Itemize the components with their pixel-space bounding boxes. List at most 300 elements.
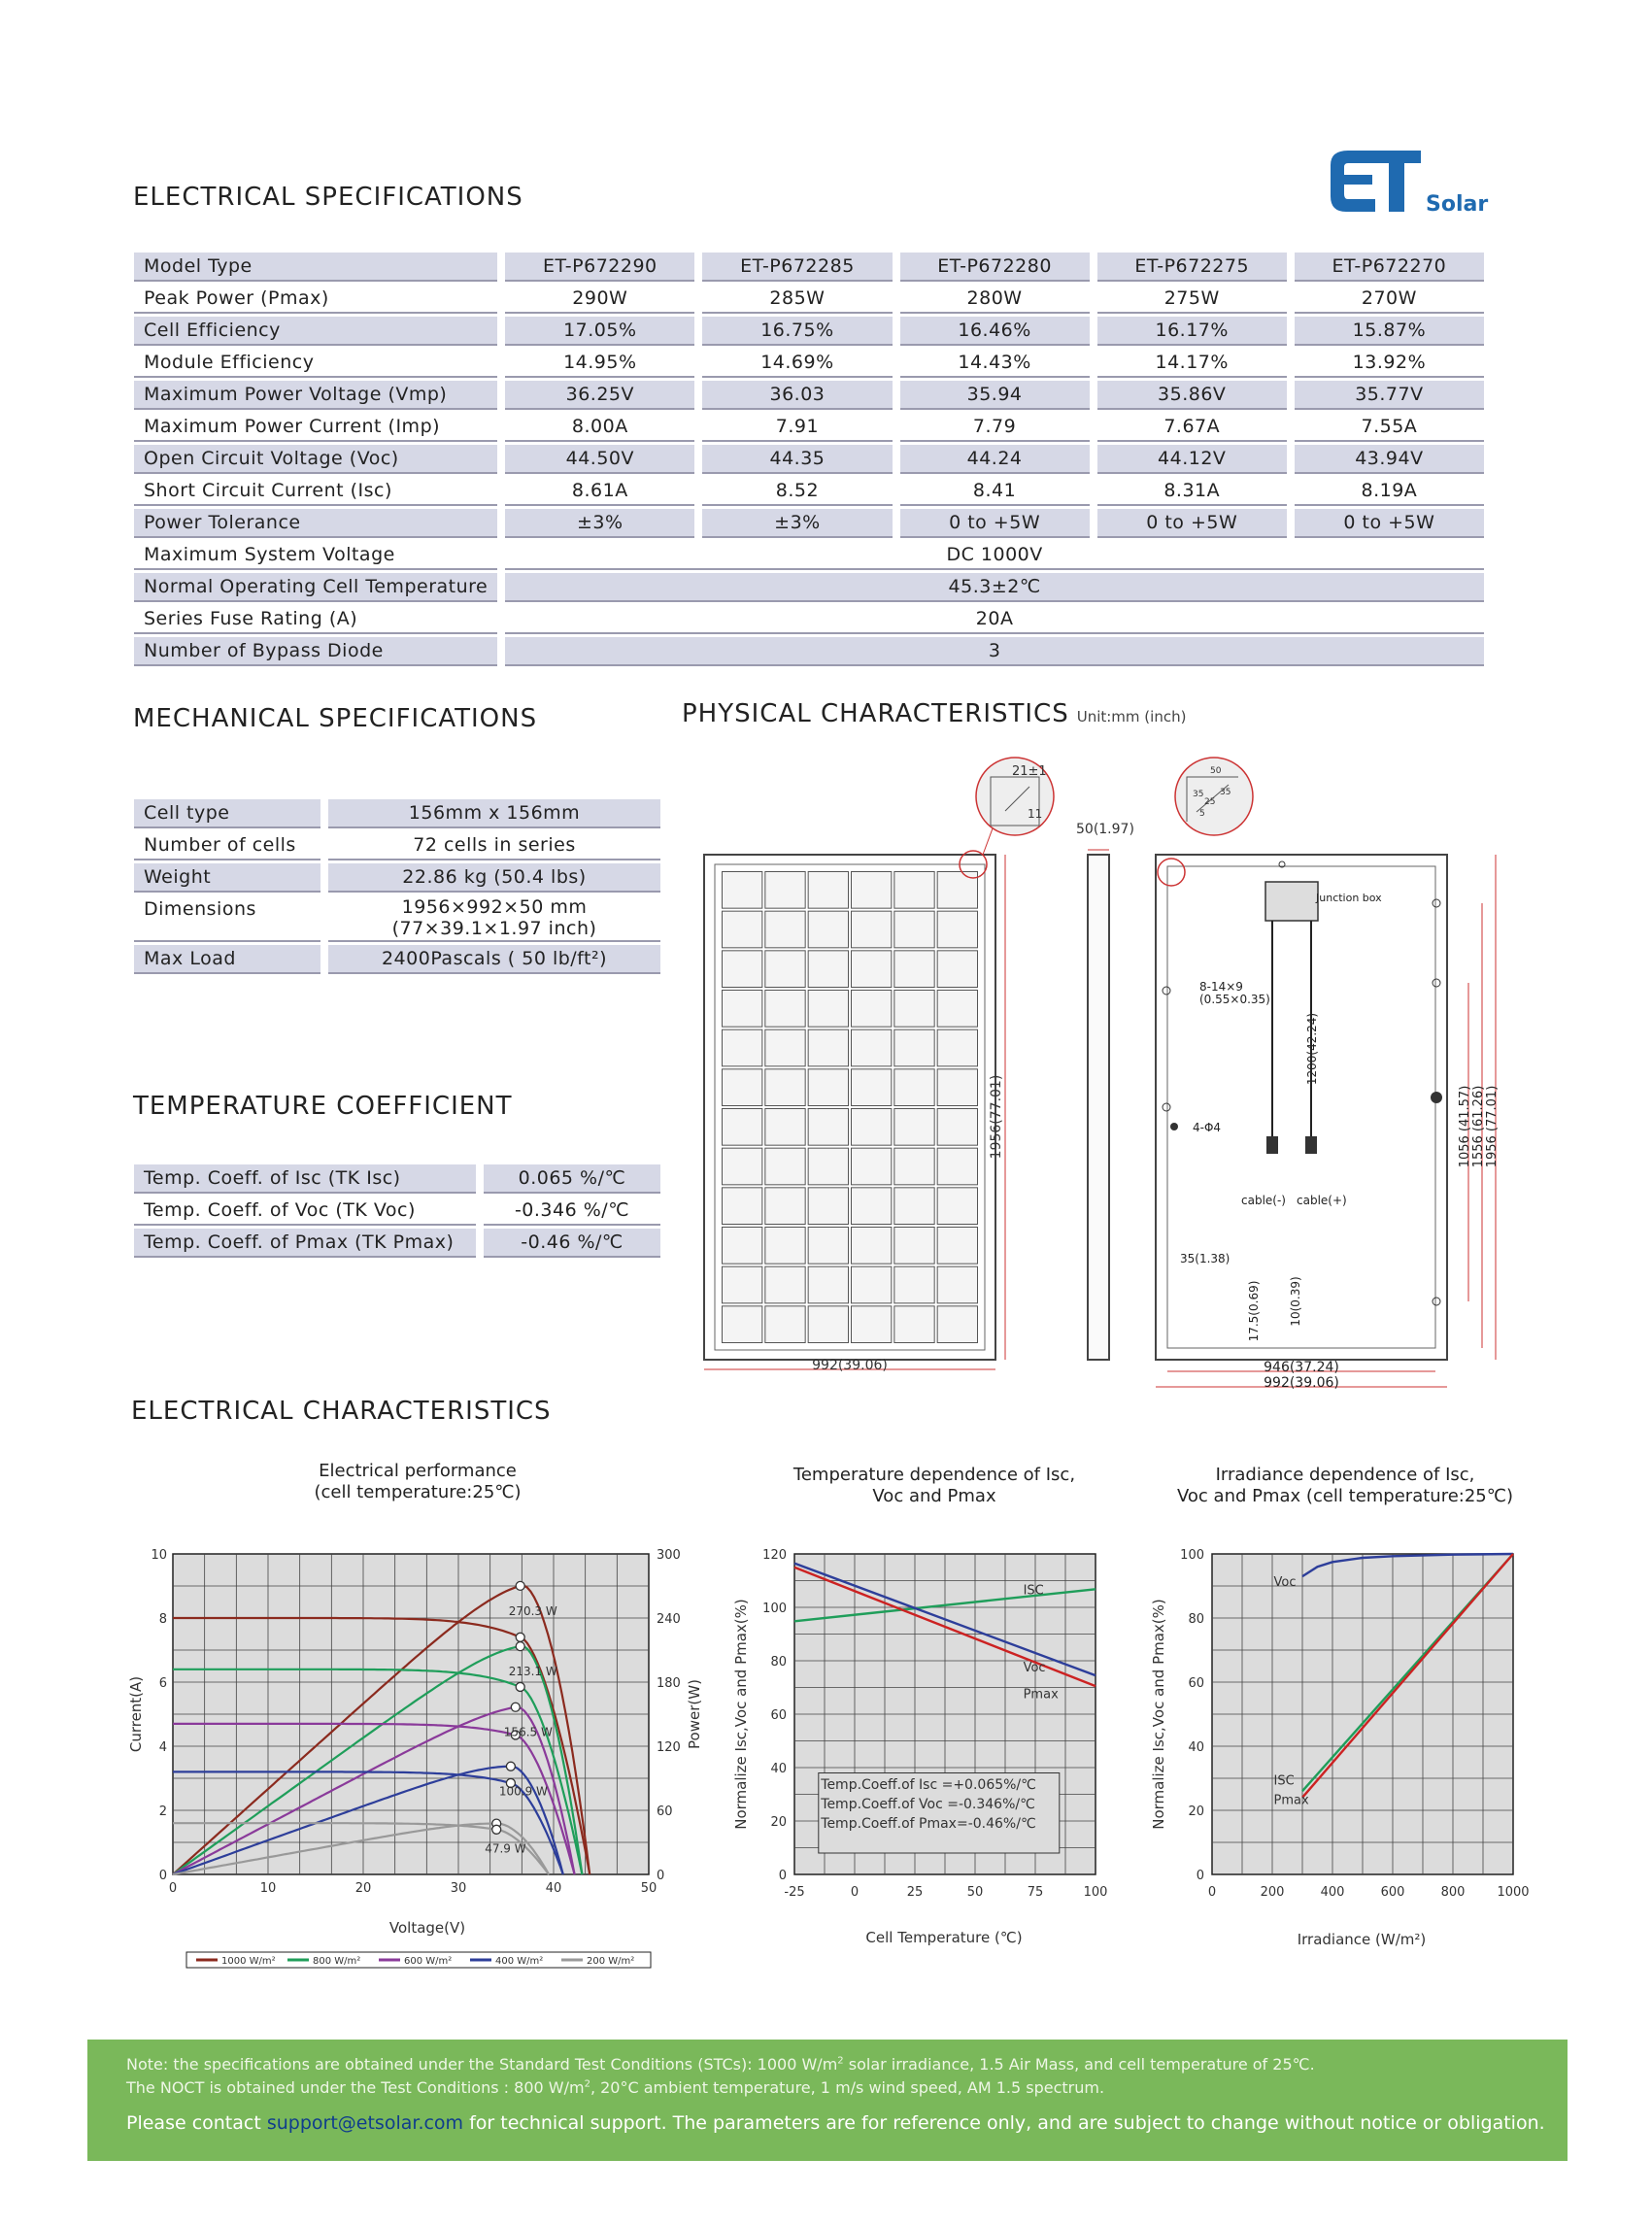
solar-cell [937,1148,977,1185]
table-cell: 8.52 [702,477,892,506]
legend-label: 400 W/m² [495,1956,544,1967]
electrical-specs-title: ELECTRICAL SPECIFICATIONS [133,183,523,212]
cell-grid [723,872,978,1343]
legend-label: 1000 W/m² [221,1956,276,1967]
solar-cell [723,951,762,988]
table-cell: 270W [1295,285,1484,314]
module-drawing [680,758,1515,1408]
solar-cell [852,1266,892,1303]
temperature-dependence-chart [719,1447,1127,1952]
company-logo [1319,146,1494,223]
solar-cell [808,1029,848,1066]
solar-cell [852,991,892,1028]
row-label: Maximum Power Voltage (Vmp) [134,381,497,410]
table-cell: 8.19A [1295,477,1484,506]
table-row [134,799,660,828]
solar-cell [723,1029,762,1066]
table-row [134,573,1484,602]
footer-note-2: The NOCT is obtained under the Test Conditions : 800 $W/m^2$, 20°C ambient temperature, 1 m/s wind speed, AM 1.5 spectrum. [126,2078,1105,2097]
table-row [134,509,1484,538]
x-axis-label: Irradiance (W/m²) [1297,1931,1427,1948]
row-label: Dimensions [134,895,320,942]
junction-box [1265,882,1318,921]
table-cell: 280W [900,285,1090,314]
solar-cell [852,1306,892,1343]
solar-cell [852,951,892,988]
solar-cell [808,1228,848,1265]
electrical-specs-table [126,250,1492,669]
corner-back-dim-4: 25 [1204,797,1216,807]
x-tick-label: 1000 [1497,1885,1530,1900]
table-row [134,253,1484,282]
y-tick-label: 60 [770,1708,787,1723]
chart-title: Temperature dependence of Isc, [792,1465,1076,1485]
table-row [134,445,1484,474]
table-cell: 7.67A [1097,413,1287,442]
table-cell: 275W [1097,285,1287,314]
solar-cell [894,872,934,909]
table-cell: 290W [505,285,694,314]
y-tick-label: 100 [762,1602,787,1616]
y-tick-label: 6 [158,1676,167,1691]
table-cell: 7.55A [1295,413,1484,442]
model-header: ET-P672270 [1295,253,1484,282]
y-right-tick-label: 0 [657,1869,665,1883]
y-tick-label: 0 [158,1869,167,1883]
x-tick-label: 600 [1380,1885,1405,1900]
table-cell: 35.94 [900,381,1090,410]
chart-title: Irradiance dependence of Isc, [1215,1465,1475,1485]
solar-cell [765,1228,805,1265]
solar-cell [765,1029,805,1066]
y-tick-label: 80 [1188,1612,1204,1627]
solar-cell [852,872,892,909]
footer-note-1: Note: the specifications are obtained under the Standard Test Conditions (STCs): 1000 $W/m^2$ solar irradiance, 1.5 Air Mass, and cell temperature of 25℃. [126,2055,1315,2074]
x-tick-label: 100 [1083,1885,1108,1900]
pmax-label: 270.3 W [508,1603,557,1618]
solar-cell [852,1109,892,1146]
table-cell: 14.43% [900,349,1090,378]
table-cell: 14.69% [702,349,892,378]
pmax-label: 156.5 W [503,1725,553,1739]
table-cell: 36.25V [505,381,694,410]
table-cell: 8.00A [505,413,694,442]
solar-cell [808,951,848,988]
mount-holes-inch-label: (0.55×0.35) [1199,993,1270,1006]
row-label: Power Tolerance [134,509,497,538]
solar-cell [765,1188,805,1225]
solar-cell [894,1228,934,1265]
solar-cell [765,911,805,948]
pmax-label: 47.9 W [485,1841,526,1856]
row-label: Maximum Power Current (Imp) [134,413,497,442]
solar-cell [894,1306,934,1343]
table-cell: 22.86 kg (50.4 lbs) [328,863,660,893]
solar-cell [937,1228,977,1265]
table-cell: 16.46% [900,317,1090,346]
table-cell: 0 to +5W [1295,509,1484,538]
solar-cell [852,1188,892,1225]
pmax-marker [511,1703,520,1711]
solar-cell [723,872,762,909]
solar-cell [765,951,805,988]
table-cell: 285W [702,285,892,314]
pmax-label: 100.9 W [498,1784,548,1799]
table-cell: 15.87% [1295,317,1484,346]
series-label: ISC [1273,1773,1295,1789]
solar-cell [852,1069,892,1106]
chart-title: (cell temperature:25℃) [314,1482,522,1502]
solar-cell [852,1148,892,1185]
x-tick-label: 25 [906,1885,924,1900]
table-cell: 44.12V [1097,445,1287,474]
x-tick-label: 30 [450,1881,467,1896]
solar-cell [808,1148,848,1185]
table-row [134,285,1484,314]
y-axis-label: Normalize Isc,Voc and Pmax(%) [732,1599,750,1830]
mpp-marker [516,1682,524,1691]
solar-cell [937,1306,977,1343]
table-row [134,381,1484,410]
y-tick-label: 0 [1196,1869,1204,1883]
dim-1056-label: 1056 (41.57) [1458,1085,1472,1168]
x-tick-label: -25 [784,1885,805,1900]
inner-width-dim: 946(37.24) [1264,1360,1339,1375]
chart-title: Voc and Pmax [872,1486,996,1506]
solar-cell [894,951,934,988]
table-cell: 44.35 [702,445,892,474]
table-row [134,831,660,860]
table-cell: 8.61A [505,477,694,506]
table-row [134,477,1484,506]
table-cell: 44.24 [900,445,1090,474]
table-row [134,541,1484,570]
x-tick-label: 40 [545,1881,562,1896]
cable-length-label: 1200(42.24) [1305,1012,1319,1086]
x-tick-label: 10 [259,1881,277,1896]
y-tick-label: 8 [158,1612,167,1627]
solar-cell [808,1188,848,1225]
table-row [134,895,660,942]
table-cell: 72 cells in series [328,831,660,860]
corner-front-dim: 21±1 [1012,764,1047,779]
table-cell: DC 1000V [505,541,1484,570]
solar-cell [894,1266,934,1303]
table-cell: 8.41 [900,477,1090,506]
coefficient-annotation: Temp.Coeff.of Pmax=-0.46%/℃ [821,1816,1036,1832]
y-right-tick-label: 120 [657,1740,681,1755]
solar-cell [894,1109,934,1146]
outer-width-dim: 992(39.06) [1264,1375,1339,1391]
table-cell: ±3% [702,509,892,538]
solar-cell [808,1069,848,1106]
front-height-dim: 1956(77.01) [989,1074,1004,1160]
table-cell: 3 [505,637,1484,666]
edge-10-label: 10(0.39) [1289,1276,1302,1327]
solar-cell [765,1306,805,1343]
support-email-link[interactable]: support@etsolar.com [266,2112,464,2134]
pmax-marker [506,1762,515,1771]
table-row [134,605,1484,634]
series-label: Voc [1023,1661,1046,1675]
corner-back-dim-3: 35 [1220,788,1231,797]
y-right-tick-label: 240 [657,1612,681,1627]
solar-cell [723,1266,762,1303]
legend-label: 200 W/m² [587,1956,635,1967]
table-cell: -0.346 %/℃ [484,1197,660,1226]
footer-banner [87,2040,1568,2161]
row-label: Module Efficiency [134,349,497,378]
table-cell: 35.86V [1097,381,1287,410]
solar-cell [765,1069,805,1106]
y-tick-label: 40 [1188,1740,1204,1755]
solar-cell [723,1188,762,1225]
solar-cell [894,1029,934,1066]
chart-title: Electrical performance [319,1461,517,1481]
x-tick-label: 50 [640,1881,657,1896]
solar-cell [937,1109,977,1146]
chart-legend [186,1952,651,1968]
solar-cell [808,1109,848,1146]
row-label: Weight [134,863,320,893]
table-cell: 0 to +5W [1097,509,1287,538]
row-label: Temp. Coeff. of Isc (TK Isc) [134,1164,476,1194]
physical-characteristics-title: PHYSICAL CHARACTERISTICS [682,699,1069,728]
row-label: Temp. Coeff. of Voc (TK Voc) [134,1197,476,1226]
y-tick-label: 80 [770,1655,787,1670]
solar-cell [808,911,848,948]
table-cell: 7.91 [702,413,892,442]
mechanical-specs-title: MECHANICAL SPECIFICATIONS [133,704,538,733]
solar-cell [894,1188,934,1225]
row-label: Cell type [134,799,320,828]
y-tick-label: 60 [1188,1676,1204,1691]
y-tick-label: 4 [158,1740,167,1755]
solar-cell [937,951,977,988]
solar-cell [894,1148,934,1185]
model-header: ET-P672280 [900,253,1090,282]
table-cell: 1956×992×50 mm (77×39.1×1.97 inch) [328,895,660,942]
series-label: ISC [1023,1583,1044,1599]
table-cell: 156mm x 156mm [328,799,660,828]
solar-cell [894,991,934,1028]
solar-cell [723,991,762,1028]
row-label: Number of cells [134,831,320,860]
solar-cell [723,1109,762,1146]
module-side [1088,855,1109,1360]
table-row [134,945,660,974]
series-label: Pmax [1273,1793,1309,1808]
series-label: Voc [1273,1575,1297,1590]
solar-cell [765,991,805,1028]
solar-cell [808,1266,848,1303]
table-row [134,349,1484,378]
legend-label: 600 W/m² [404,1956,453,1967]
solar-cell [852,911,892,948]
junction-box-label: Junction box [1316,892,1382,904]
row-label: Maximum System Voltage [134,541,497,570]
row-label: Series Fuse Rating (A) [134,605,497,634]
row-label: Max Load [134,945,320,974]
y-right-tick-label: 60 [657,1804,673,1819]
row-label: Model Type [134,253,497,282]
solar-cell [937,1188,977,1225]
y-tick-label: 2 [158,1804,167,1819]
solar-cell [723,1148,762,1185]
chart-title: Voc and Pmax (cell temperature:25℃) [1177,1486,1513,1506]
mpp-marker [492,1825,501,1834]
row-label: Normal Operating Cell Temperature [134,573,497,602]
y-tick-label: 20 [770,1815,787,1830]
table-cell: 0.065 %/℃ [484,1164,660,1194]
table-row [134,317,1484,346]
table-row [134,413,1484,442]
coefficient-annotation: Temp.Coeff.of Isc =+0.065%/℃ [821,1777,1036,1793]
coefficient-annotation: Temp.Coeff.of Voc =-0.346%/℃ [821,1797,1035,1812]
row-label: Peak Power (Pmax) [134,285,497,314]
solar-cell [765,1266,805,1303]
y-tick-label: 40 [770,1762,787,1776]
series-label: Pmax [1023,1687,1059,1703]
dim-1956-label: 1956 (77.01) [1485,1085,1500,1168]
y-axis-label: Normalize Isc,Voc and Pmax(%) [1150,1599,1167,1830]
table-cell: 2400Pascals ( 50 lb/ft²) [328,945,660,974]
model-header: ET-P672285 [702,253,892,282]
pmax-marker [516,1642,524,1651]
edge-35-label: 35(1.38) [1180,1252,1231,1265]
solar-cell [808,1306,848,1343]
y-right-tick-label: 300 [657,1548,681,1563]
solar-cell [808,991,848,1028]
solar-cell [765,1148,805,1185]
electrical-characteristics-title: ELECTRICAL CHARACTERISTICS [131,1397,552,1426]
solar-cell [808,872,848,909]
x-axis-label: Voltage(V) [388,1919,466,1937]
x-tick-label: 800 [1440,1885,1466,1900]
corner-back-dim-2: 35 [1193,790,1204,799]
row-label: Open Circuit Voltage (Voc) [134,445,497,474]
model-header: ET-P672275 [1097,253,1287,282]
y-tick-label: 10 [151,1548,167,1563]
table-cell: 20A [505,605,1484,634]
dim-1556-label: 1556 (61.26) [1471,1085,1486,1168]
table-cell: 16.17% [1097,317,1287,346]
y-tick-label: 20 [1188,1804,1204,1819]
solar-cell [852,1029,892,1066]
mechanical-specs-table [126,796,668,977]
pmax-marker [516,1581,524,1590]
row-label: Short Circuit Current (Isc) [134,477,497,506]
mpp-marker [516,1633,524,1641]
solar-cell [937,1029,977,1066]
solar-cell [894,911,934,948]
solar-cell [937,1069,977,1106]
solar-cell [765,872,805,909]
x-tick-label: 50 [966,1885,984,1900]
x-axis-label: Cell Temperature (℃) [865,1929,1023,1946]
table-cell: 0 to +5W [900,509,1090,538]
corner-front-small-dim: 11 [1028,807,1043,821]
logo-word: Solar [1426,192,1489,217]
edge-17-label: 17.5(0.69) [1247,1280,1261,1342]
mount-holes-label: 8-14×9 [1199,980,1243,994]
table-cell: ±3% [505,509,694,538]
physical-unit: Unit:mm (inch) [1076,708,1187,725]
solar-cell [765,1109,805,1146]
table-cell: -0.46 %/℃ [484,1229,660,1258]
pmax-label: 213.1 W [508,1665,557,1679]
table-cell: 7.79 [900,413,1090,442]
front-width-dim: 992(39.06) [812,1358,888,1373]
y-tick-label: 0 [778,1869,787,1883]
x-tick-label: 400 [1320,1885,1345,1900]
table-row [134,1164,660,1194]
y-right-axis-label: Power(W) [686,1679,703,1749]
y-axis-label: Current(A) [127,1675,145,1753]
table-cell: 44.50V [505,445,694,474]
row-label: Number of Bypass Diode [134,637,497,666]
table-cell: 14.95% [505,349,694,378]
table-cell: 45.3±2℃ [505,573,1484,602]
solar-cell [723,1228,762,1265]
y-right-tick-label: 180 [657,1676,681,1691]
x-tick-label: 200 [1260,1885,1285,1900]
table-cell: 16.75% [702,317,892,346]
solar-cell [723,1069,762,1106]
temperature-coefficient-table [126,1162,668,1261]
solar-cell [894,1069,934,1106]
table-row [134,863,660,893]
table-cell: 36.03 [702,381,892,410]
solar-cell [937,991,977,1028]
x-tick-label: 0 [1207,1885,1217,1900]
row-label: Temp. Coeff. of Pmax (TK Pmax) [134,1229,476,1258]
iv-curve-chart [117,1447,703,2001]
cable-neg-label: cable(-) [1241,1194,1286,1207]
model-header: ET-P672290 [505,253,694,282]
corner-back-dim-5: 5 [1199,809,1205,819]
solar-cell [852,1228,892,1265]
physical-title-row [682,699,1186,728]
x-tick-label: 0 [850,1885,860,1900]
corner-back-dim-1: 50 [1210,766,1222,776]
row-label: Cell Efficiency [134,317,497,346]
x-tick-label: 0 [168,1881,178,1896]
table-cell: 35.77V [1295,381,1484,410]
solar-cell [723,1306,762,1343]
solar-cell [723,911,762,948]
temperature-coefficient-title: TEMPERATURE COEFFICIENT [133,1092,513,1121]
y-tick-label: 120 [762,1548,787,1563]
table-cell: 13.92% [1295,349,1484,378]
table-cell: 43.94V [1295,445,1484,474]
side-thickness-dim: 50(1.97) [1076,822,1134,837]
ground-holes-label: 4-Φ4 [1193,1121,1222,1134]
table-row [134,1197,660,1226]
footer-contact: Please contact support@etsolar.com for technical support. The parameters are for reference only, and are subject to change without notice or obligation. [126,2112,1545,2134]
table-cell: 14.17% [1097,349,1287,378]
table-cell: 17.05% [505,317,694,346]
x-tick-label: 75 [1027,1885,1044,1900]
legend-label: 800 W/m² [313,1956,361,1967]
table-row [134,1229,660,1258]
solar-cell [937,1266,977,1303]
irradiance-dependence-chart [1136,1447,1554,1952]
table-row [134,637,1484,666]
x-tick-label: 20 [354,1881,372,1896]
y-tick-label: 100 [1180,1548,1204,1563]
table-cell: 8.31A [1097,477,1287,506]
